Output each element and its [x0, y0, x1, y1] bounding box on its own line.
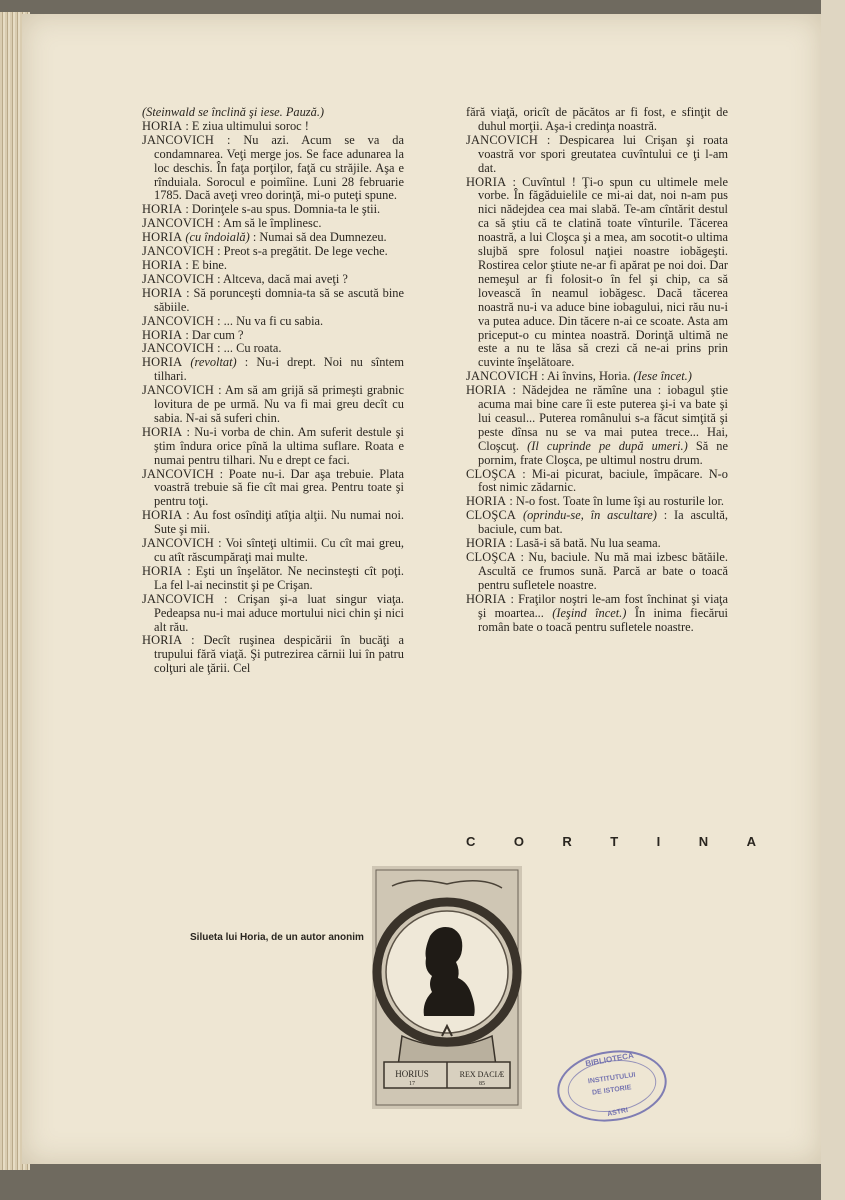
stage-direction: (Ieşind încet.) — [552, 605, 627, 620]
cortina-heading — [466, 834, 756, 849]
dialogue-text: Nădejdea ne rămîne una : iobagul ştie acuma mai bine care îi este puterea şi-i va bate şi lui ceasul... Puterea românului s-a făcut simţită şi peste dînsa nu se va mai putea trece... Hai, Cloşcuţ. — [478, 383, 728, 453]
dialogue-line: HORIA : E ziua ultimului soroc ! — [142, 118, 309, 133]
dialogue-text: Ia ascultă, baciule, cum bat. — [478, 508, 729, 537]
dialogue-line: JANCOVICH : Crişan şi-a luat singur viaţa. Pedeapsa nu-i mai aduce mortului nici chin şi nici alt rău. — [142, 591, 404, 634]
next-page-edge — [821, 0, 845, 1200]
speaker-name: JANCOVICH — [142, 383, 215, 398]
dialogue-line: JANCOVICH : Altceva, dacă mai aveţi ? — [142, 271, 348, 286]
dialogue-line: HORIA : Fraţilor noştri le-am fost închinat şi viaţa şi moartea... (Ieşind încet.) În inima fiecărui român bate o toacă pentru sufletele noastre. — [466, 591, 729, 634]
plaque-left-text: HORIUS — [395, 1069, 429, 1079]
speaker-name: JANCOVICH — [142, 132, 215, 147]
speaker-name: JANCOVICH — [142, 341, 215, 356]
dialogue-text: Au fost osîndiţi atîţia alţii. Nu numai noi. Sute şi mii. — [154, 508, 404, 537]
dialogue-line: HORIA : Au fost osîndiţi atîţia alţii. Nu numai noi. Sute şi mii. — [142, 508, 404, 537]
plaque-right-sub: 85 — [479, 1081, 485, 1087]
dialogue-text: Am să am grijă să primeşti grabnic lovitura de pe urmă. Nu va fi mai greu decît cu sabia. N-ai să suferi chin. — [154, 383, 404, 425]
speaker-name: HORIA — [142, 230, 183, 245]
dialogue-text: Să ne pornim, frate Cloşca, pe ultimul nostru drum. — [478, 438, 728, 467]
cortina-letter: A — [746, 834, 756, 849]
speaker-name: HORIA — [466, 536, 507, 551]
dialogue-text: Dorinţele s-au spus. Domnia-ta le ştii. — [191, 202, 381, 217]
dialogue-line: JANCOVICH : Despicarea lui Crişan şi roata voastră vor spori greutatea cuvîntului ce ţi l-am dat. — [466, 132, 728, 175]
dialogue-line: HORIA : Dorinţele s-au spus. Domnia-ta le ştii. — [142, 202, 381, 217]
stage-direction: (revoltat) — [190, 355, 237, 370]
dialogue-line: HORIA : Dar cum ? — [142, 327, 244, 342]
speaker-name: JANCOVICH — [142, 216, 215, 231]
dialogue-text: Nu, baciule. Nu mă mai izbesc bătăile. Ascultă ce frumos sună. Parcă ar bate o toacă pentru sufletele noastre. — [478, 550, 728, 592]
stage-direction: (oprindu-se, în ascultare) — [522, 508, 657, 523]
dialogue-text: Crişan şi-a luat singur viaţa. Pedeapsa nu-i mai aduce mortului nici chin şi nici alt rău. — [154, 591, 404, 634]
dialogue-text: Decît ruşinea despicării în bucăţi a trupului fără viaţă. Şi putrezirea cărnii lui în patru colţuri ale ţării. Cel — [154, 633, 404, 676]
dialogue-line: CLOŞCA (oprindu-se, în ascultare) : Ia ascultă, baciule, cum bat. — [466, 508, 729, 537]
stage-direction: (cu îndoială) — [185, 230, 250, 245]
speaker-name: JANCOVICH — [142, 271, 215, 286]
speaker-name: HORIA — [142, 257, 183, 272]
dialogue-line: HORIA : Decît ruşinea despicării în bucăţi a trupului fără viaţă. Şi putrezirea cărnii lui în patru colţuri ale ţării. Cel — [142, 633, 404, 676]
cortina-letter: O — [513, 834, 524, 849]
stamp-line1: BIBLIOTECA — [584, 1050, 635, 1069]
dialogue-line: JANCOVICH : Voi sînteţi ultimii. Cu cît mai greu, cu atît răscumpăraţi mai multe. — [142, 536, 404, 564]
dialogue-text: Numai să dea Dumnezeu. — [259, 230, 387, 245]
speaker-name: CLOŞCA — [466, 466, 517, 481]
speaker-name: HORIA — [142, 355, 183, 370]
dialogue-line: JANCOVICH : Ai învins, Horia. (Iese încet.) — [466, 369, 692, 384]
horia-silhouette-figure — [372, 866, 522, 1109]
speaker-name: HORIA — [466, 383, 507, 398]
dialogue-line: JANCOVICH : Poate nu-i. Dar aşa trebuie. Plata voastră trebuie să fie cît mai grea. Pentru toate şi pentru toţi. — [142, 466, 405, 509]
dialogue-text: Nu azi. Acum se va da condamnarea. Veţi merge jos. Se face adunarea la loc deschis. În faţa porţilor, faţă cu străjile. Aşa e rînduiala. Sorocul e poimîine. Luni 28 februarie 1785. Dacă aveţi vreo dorinţă, mi-o puteţi spune. — [154, 132, 404, 203]
dialogue-line: HORIA : Nu-i vorba de chin. Am suferit destule şi ştim îndura orice pînă la ultima suflare. Roata e numai pentru tilhari. Nu e drept ce faci. — [142, 424, 404, 467]
speaker-name: HORIA — [142, 424, 183, 439]
speaker-name: HORIA — [142, 327, 183, 342]
dialogue-text: Preot s-a pregătit. De lege veche. — [223, 244, 388, 259]
dialogue-text: Lasă-i să bată. Nu lua seama. — [515, 536, 661, 551]
speaker-name: JANCOVICH — [466, 369, 539, 384]
dialogue-text: Fraţilor noştri le-am fost închinat şi viaţa şi moartea... — [478, 591, 729, 620]
speaker-name: HORIA — [466, 591, 507, 606]
speaker-name: HORIA — [142, 285, 183, 300]
speaker-name: JANCOVICH — [142, 244, 215, 259]
speaker-name: CLOŞCA — [466, 508, 517, 523]
dialogue-line: HORIA : N-o fost. Toate în lume îşi au rosturile lor. — [466, 494, 725, 509]
speaker-name: HORIA — [142, 508, 183, 523]
dialogue-text: Mi-ai picurat, baciule, împăcare. N-o fost nimic zădarnic. — [478, 466, 729, 495]
dialogue-text: Nu-i drept. Noi nu sîntem tilhari. — [154, 355, 404, 384]
speaker-name: HORIA — [142, 633, 183, 648]
dialogue-line: HORIA : Să porunceşti domnia-ta să se ascută bine săbiile. — [142, 285, 405, 314]
speaker-name: HORIA — [466, 494, 507, 509]
left-column — [142, 106, 404, 676]
dialogue-text: fără viaţă, oricît de păcătos ar fi fost, e sfinţit de duhul morţii. Aşa-i credinţa noastră. — [466, 105, 728, 133]
cortina-letter: I — [656, 834, 661, 849]
dialogue-text: Poate nu-i. Dar aşa trebuie. Plata voastră trebuie să fie cît mai grea. Pentru toate şi pentru toţi. — [154, 466, 405, 509]
stage-direction: (Iese încet.) — [633, 369, 692, 384]
dialogue-text: Cuvîntul ! Ţi-o spun cu ultimele mele vorbe. În făgăduielile ce mi-ai dat, noi n-am pus nici nădejdea cea mai slabă. Te-am cîntărit destul ca să ştiu că te clatină toate vînturile. Tăcerea noastră, a lui Cloşca şi a mea, am socotit-o ultima slujbă spre folosul naţiei noastre iobăgeşti. Rostirea celor ştiute ne-ar fi apărat pe noi doi. Dar nemeşul ar fi folosit-o în fel şi chip, ca să lovească în neamul iobăgesc. Dacă tăcerea noastră nu-i va aduce bine iobagului, nici rău nu-i va putea aduce. Din tăcere n-ai ce scoate. Asta am priceput-o cu mintea noastră. Dorinţă ultimă ne este a nu te lăsa să crezi că ne-ai prins prin cuvinte înşelătoare. — [478, 174, 729, 370]
dialogue-text: Despicarea lui Crişan şi roata voastră vor spori greutatea cuvîntului ce ţi l-am dat. — [478, 132, 728, 175]
dialogue-line: JANCOVICH : Preot s-a pregătit. De lege veche. — [142, 244, 388, 259]
stage-direction: (Il cuprinde pe după umeri.) — [527, 438, 688, 453]
dialogue-text: Dar cum ? — [191, 327, 244, 342]
dialogue-text: Nu-i vorba de chin. Am suferit destule şi ştim îndura orice pînă la ultima suflare. Roata e numai pentru tilhari. Nu e drept ce faci. — [154, 424, 404, 467]
dialogue-line: HORIA (cu îndoială) : Numai să dea Dumnezeu. — [142, 230, 387, 245]
dialogue-line: JANCOVICH : Am să le împlinesc. — [142, 216, 322, 231]
dialogue-text: N-o fost. Toate în lume îşi au rosturile lor. — [515, 494, 725, 509]
dialogue-text: Eşti un înşelător. Ne necinsteşti cît poţi. La fel l-ai necinstit şi pe Crişan. — [154, 563, 405, 592]
speaker-name: HORIA — [142, 563, 183, 578]
dialogue-line: HORIA : Lasă-i să bată. Nu lua seama. — [466, 536, 661, 551]
dialogue-line: JANCOVICH : Nu azi. Acum se va da condamnarea. Veţi merge jos. Se face adunarea la loc deschis. În faţa porţilor, faţă cu străjile. Aşa e rînduiala. Sorocul e poimîine. Luni 28 februarie 1785. Dacă aveţi vreo dorinţă, mi-o puteţi spune. — [142, 132, 404, 203]
speaker-name: HORIA — [466, 174, 507, 189]
speaker-name: JANCOVICH — [466, 132, 539, 147]
dialogue-text: E ziua ultimului soroc ! — [191, 118, 309, 133]
speaker-name: JANCOVICH — [142, 466, 215, 481]
dialogue-text: Ai învins, Horia. — [547, 369, 631, 384]
speaker-name: JANCOVICH — [142, 591, 215, 606]
cortina-letter: T — [610, 834, 619, 849]
plaque-left-sub: 17 — [409, 1081, 415, 1087]
speaker-name: HORIA — [142, 118, 183, 133]
dialogue-text: Să porunceşti domnia-ta să se ascută bine săbiile. — [154, 285, 405, 314]
dialogue-line: HORIA : E bine. — [142, 257, 227, 272]
cortina-letter: R — [562, 834, 572, 849]
dialogue-line: JANCOVICH : ... Cu roata. — [142, 341, 282, 356]
dialogue-text: ... Nu va fi cu sabia. — [223, 313, 324, 328]
speaker-name: CLOŞCA — [466, 550, 517, 564]
dialogue-text: Am să le împlinesc. — [223, 216, 322, 231]
dialogue-line: HORIA : Cuvîntul ! Ţi-o spun cu ultimele mele vorbe. În făgăduielile ce mi-ai dat, noi n-am pus nici nădejdea cea mai slabă. Te-am cîntărit destul ca să ştiu că te clatină toate vînturile. Tăcerea noastră, a lui Cloşca şi a mea, am socotit-o ultima slujbă spre folosul naţiei noastre iobăgeşti. Rostirea celor ştiute ne-ar fi apărat pe noi doi. Dar nemeşul ar fi folosit-o în fel şi chip, ca să lovească în neamul iobăgesc. Dacă tăcerea noastră nu-i va aduce bine iobagului, nici rău nu-i va putea aduce. Din tăcere n-ai ce scoate. Asta am priceput-o cu mintea noastră. Dorinţă ultimă ne este a nu te lăsa să crezi că ne-ai prins prin cuvinte înşelătoare. — [466, 174, 729, 370]
dialogue-text: ... Cu roata. — [223, 341, 282, 356]
cortina-letter: N — [698, 834, 709, 849]
speaker-name: HORIA — [142, 202, 183, 217]
dialogue-text: Altceva, dacă mai aveţi ? — [223, 271, 348, 286]
dialogue-line: CLOŞCA : Nu, baciule. Nu mă mai izbesc bătăile. Ascultă ce frumos sună. Parcă ar bate o toacă pentru sufletele noastre. — [466, 550, 728, 592]
dialogue-text: E bine. — [191, 257, 227, 272]
library-stamp — [550, 1044, 670, 1126]
speaker-name: JANCOVICH — [142, 536, 215, 551]
dialogue-line: HORIA : Nădejdea ne rămîne una : iobagul ştie acuma mai bine care îi este puterea şi-i va bate şi lui ceasul... Puterea românului s-a făcut simţită şi peste dînsa nu se va mai putea trece... Hai, Cloşcuţ. (Il cuprinde pe după umeri.) Să ne pornim, frate Cloşca, pe ultimul nostru drum. — [466, 383, 728, 467]
plaque-right-text: REX DACIÆ — [459, 1070, 505, 1079]
stamp-line3: DE ISTORIE — [591, 1084, 632, 1097]
dialogue-text: Voi sînteţi ultimii. Cu cît mai greu, cu atît răscumpăraţi mai multe. — [154, 536, 404, 564]
dialogue-line — [466, 106, 728, 134]
dialogue-line: CLOŞCA : Mi-ai picurat, baciule, împăcare. N-o fost nimic zădarnic. — [466, 466, 729, 495]
speaker-name: JANCOVICH — [142, 313, 215, 328]
dialogue-line — [142, 106, 404, 120]
figure-caption: Silueta lui Horia, de un autor anonim — [190, 932, 364, 943]
dialogue-line: JANCOVICH : Am să am grijă să primeşti grabnic lovitura de pe urmă. Nu va fi mai greu decît cu sabia. N-ai să suferi chin. — [142, 383, 404, 425]
dialogue-line: JANCOVICH : ... Nu va fi cu sabia. — [142, 313, 324, 328]
right-column — [466, 106, 728, 634]
dialogue-line: HORIA : Eşti un înşelător. Ne necinsteşti cît poţi. La fel l-ai necinstit şi pe Crişan. — [142, 563, 405, 592]
stamp-line4: ASTRI — [606, 1106, 629, 1119]
cortina-letter: C — [466, 834, 476, 849]
stage-direction: (Steinwald se înclină şi iese. Pauză.) — [142, 105, 325, 119]
dialogue-text: În inima fiecărui român bate o toacă pentru sufletele noastre. — [478, 605, 728, 634]
stamp-line2: INSTITUTULUI — [587, 1071, 636, 1086]
dialogue-line: HORIA (revoltat) : Nu-i drept. Noi nu sîntem tilhari. — [142, 355, 404, 384]
